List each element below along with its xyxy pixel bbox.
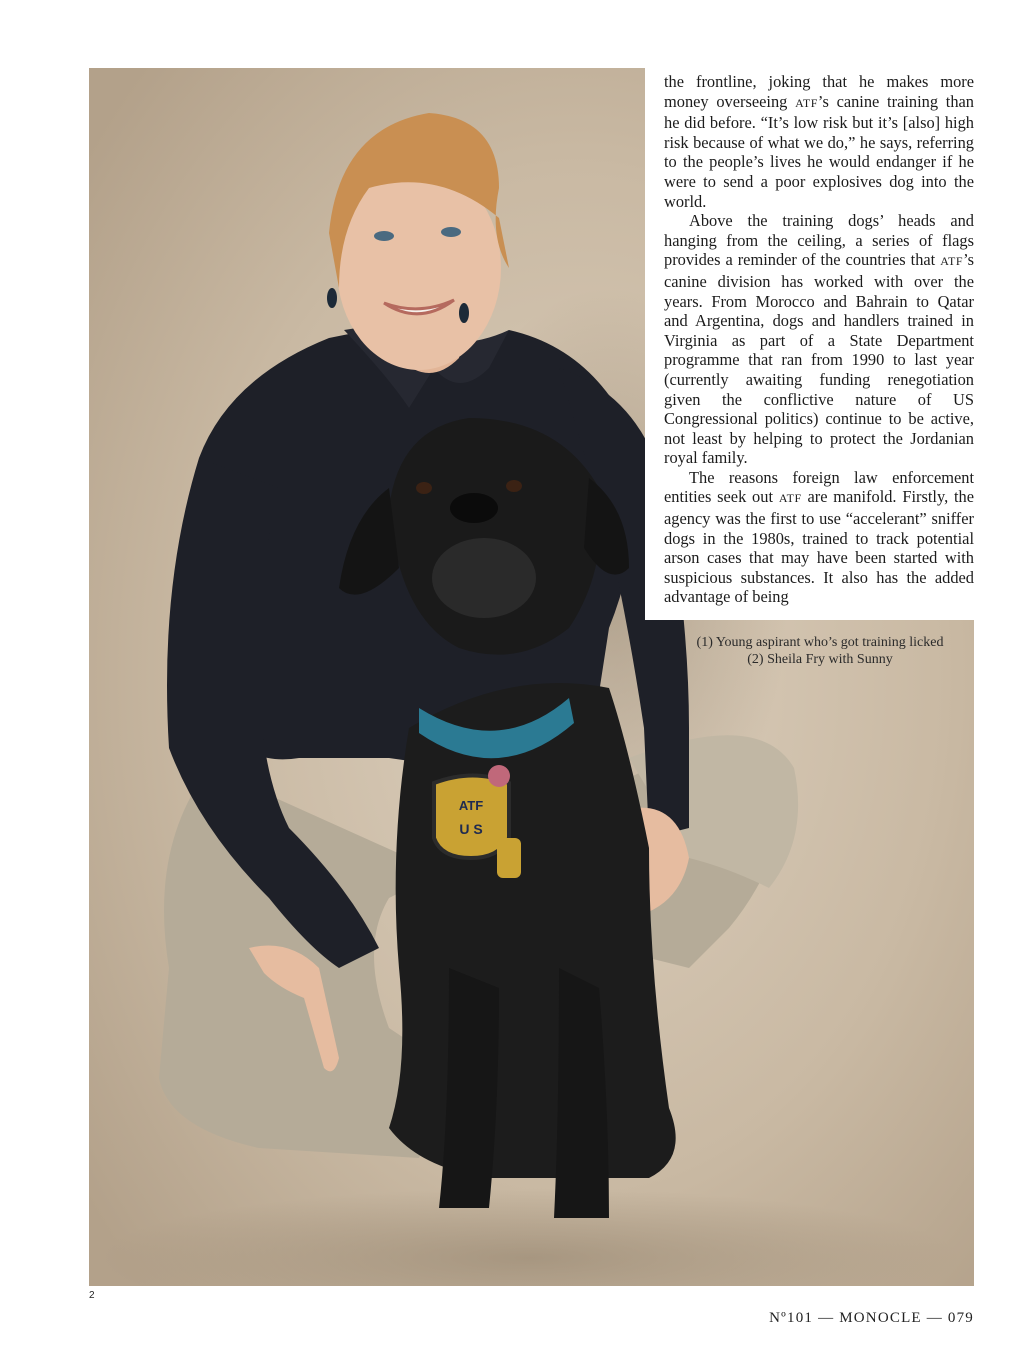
earring-left bbox=[327, 288, 337, 308]
caption-line-2: (2) Sheila Fry with Sunny bbox=[747, 652, 893, 667]
photo-caption bbox=[655, 634, 985, 668]
dog-eye-right bbox=[506, 480, 522, 492]
pink-tag bbox=[488, 765, 510, 787]
small-tag bbox=[497, 838, 521, 878]
dog-eye-left bbox=[416, 482, 432, 494]
earring-right bbox=[459, 303, 469, 323]
caption-line-1: (1) Young aspirant who’s got training licked bbox=[696, 635, 944, 650]
acronym: ATF bbox=[940, 254, 964, 269]
acronym: ATF bbox=[795, 95, 818, 110]
right-eye bbox=[441, 227, 461, 237]
article-paragraph: Above the training dogs’ heads and hanging from the ceiling, a series of flags provides a reminder of the countries that ATF’s canine division has worked with over the years. From Morocco and Bahrain to Qatar and Argentina, dogs and handlers trained in Virginia as part of a State Department programme that ran from 1990 to last year (currently awaiting funding renegotiation given the conflictive nature of US Congressional politics) continue to be active, not least by helping to protect the Jordanian royal family. bbox=[664, 211, 974, 468]
left-eye bbox=[374, 231, 394, 241]
article-body bbox=[664, 72, 974, 607]
article-paragraph: The reasons foreign law enforcement entities seek out ATF are manifold. Firstly, the agency was the first to use “accelerant” sniffer dogs in the 1980s, trained to track potential arson cases that may have been started with suspicious substances. It also has the added advantage of being bbox=[664, 467, 974, 607]
badge-initials: U S bbox=[459, 821, 483, 837]
acronym: ATF bbox=[778, 491, 802, 506]
page-footer: Nº101 — MONOCLE — 079 bbox=[769, 1310, 974, 1326]
dog-nose bbox=[450, 493, 498, 523]
page-marker: 2 bbox=[89, 1290, 95, 1301]
dog-muzzle bbox=[432, 538, 536, 618]
badge-text: ATF bbox=[458, 798, 484, 813]
article-paragraph: the frontline, joking that he makes more money overseeing ATF’s canine training than he did before. “It’s low risk but it’s [also] high risk because of what we do,” he says, referring to the people’s lives he would endanger if he were to send a poor explosives dog into the world. bbox=[664, 72, 974, 211]
